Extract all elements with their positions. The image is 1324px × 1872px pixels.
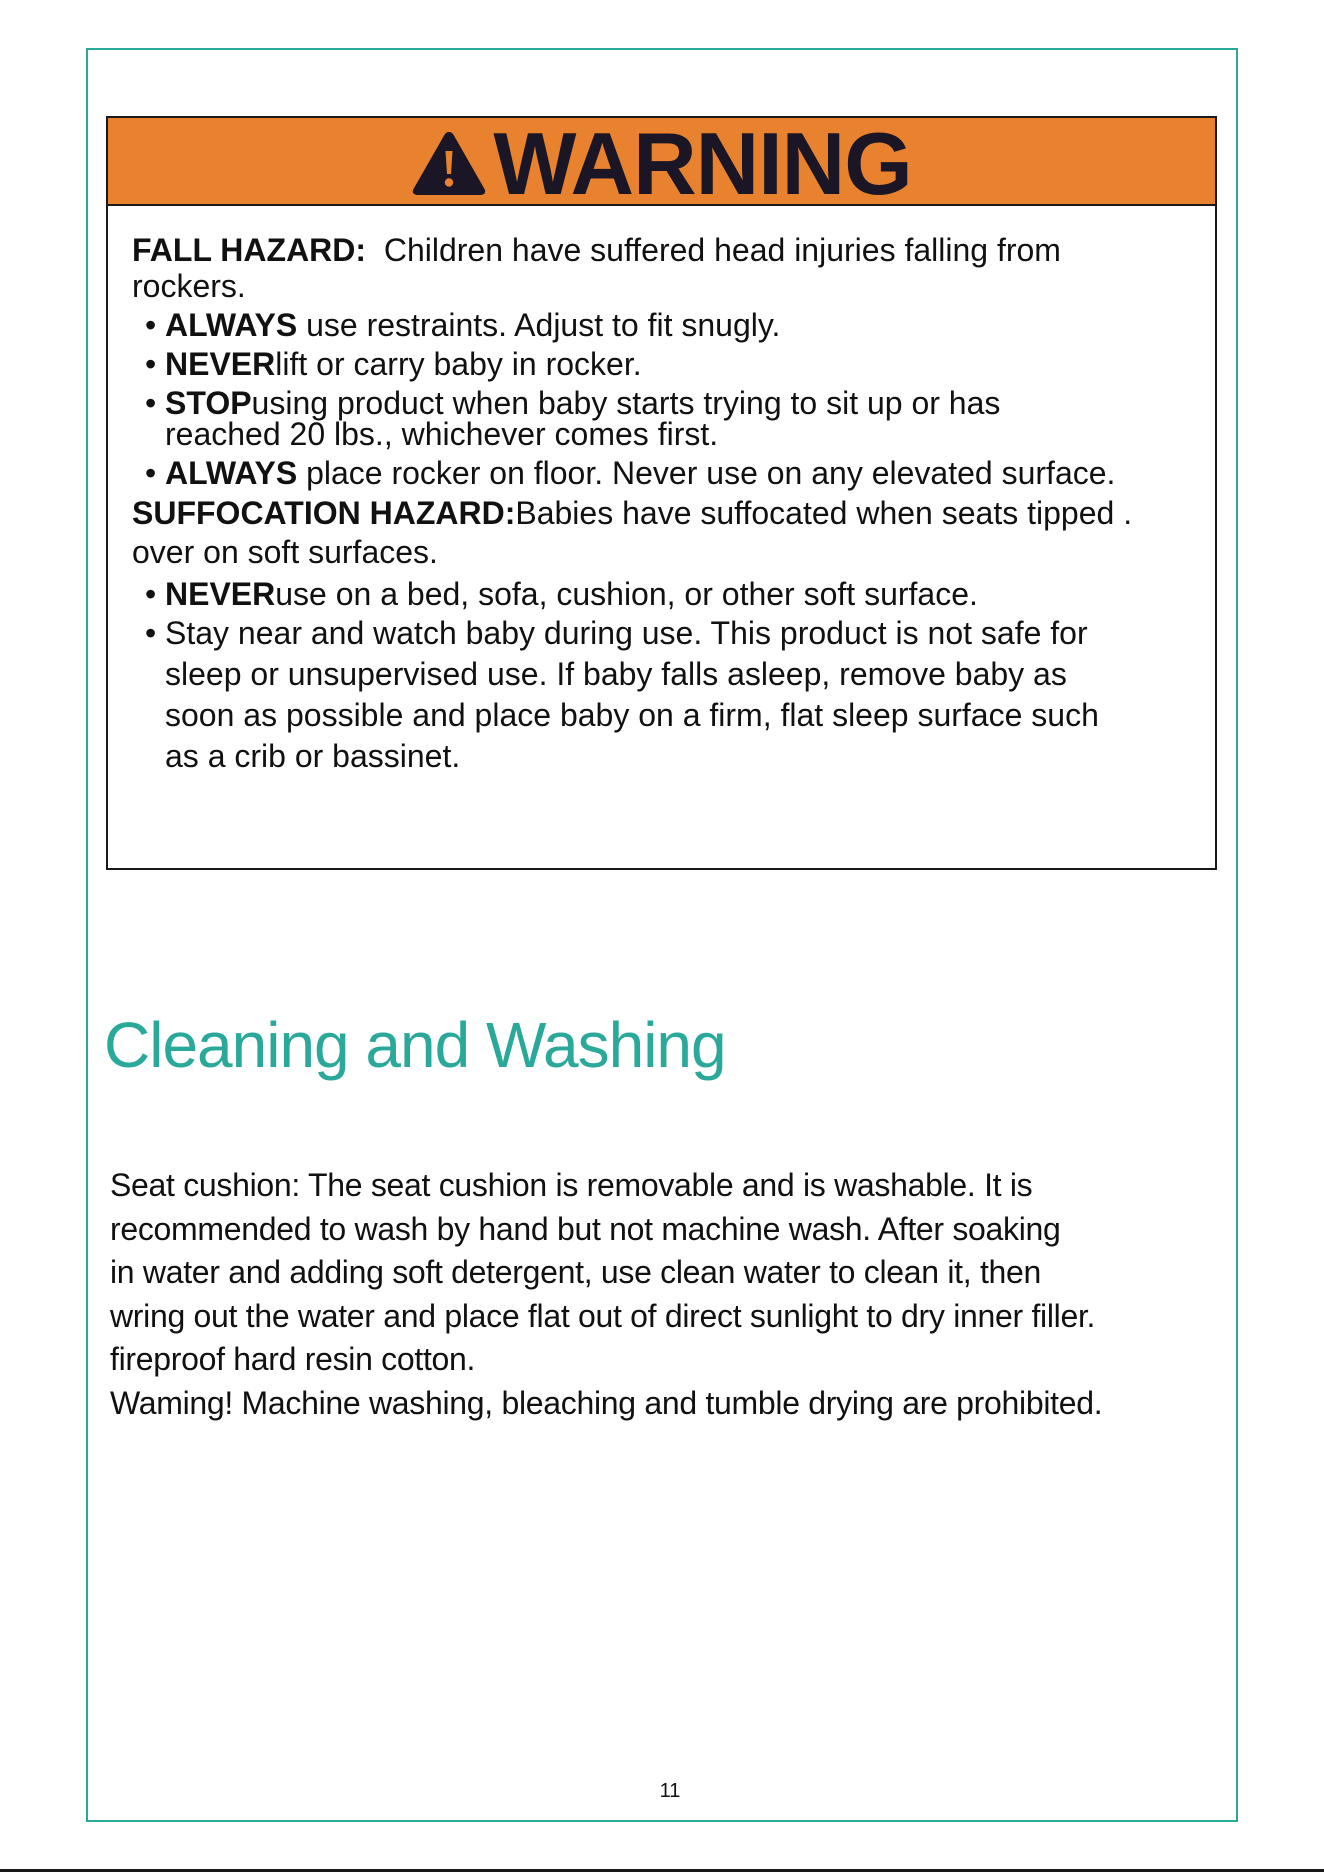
bullet-text-cont: as a crib or bassinet. [165,738,461,774]
bullet-text: using product when baby starts trying to sit up or has [251,385,1001,421]
cleaning-line: recommended to wash by hand but not machine wash. After soaking [110,1210,1061,1247]
bullet-text: use restraints. Adjust to fit snugly. [297,307,781,343]
fall-hazard-text: Children have suffered head injuries falling from [366,232,1061,268]
bullet-dot: • [145,385,157,421]
bullet-dot: • [145,307,157,343]
cleaning-line: Waming! Machine washing, bleaching and tumble drying are prohibited. [110,1384,1103,1421]
bullet-text: Stay near and watch baby during use. This product is not safe for [165,615,1088,651]
bullet-dot: • [145,615,157,651]
bullet-item [132,455,1222,491]
cleaning-line: Seat cushion: The seat cushion is removable and is washable. It is [110,1167,1033,1203]
bullet-item [132,385,1222,452]
page-number: 11 [659,1780,681,1802]
bullet-text-cont: soon as possible and place baby on a firm, flat sleep surface such [165,697,1099,733]
warning-header [108,114,1215,213]
bullet-lead: NEVER [165,576,276,612]
bullet-text: lift or carry baby in rocker. [275,346,642,382]
warning-title: WARNING [493,114,912,213]
suffocation-hazard-label: SUFFOCATION HAZARD: [132,495,516,531]
bullet-lead: STOP [165,385,252,421]
bullet-item [132,307,1222,343]
cleaning-line: fireproof hard resin cotton. [110,1341,476,1377]
suffocation-hazard-text: Babies have suffocated when seats tipped . [515,495,1133,531]
bullet-lead: ALWAYS [165,307,298,343]
fall-hazard-label: FALL HAZARD: [132,232,367,268]
warning-box [106,116,1217,870]
bullet-dot: • [145,346,157,382]
bullet-text: place rocker on floor. Never use on any elevated surface. [297,455,1116,491]
warning-triangle-icon [411,129,487,197]
bullet-item [132,346,1222,382]
cleaning-instructions [110,1164,1102,1425]
bullet-lead: NEVER [165,346,276,382]
bullet-dot: • [145,455,157,491]
bullet-item [132,576,1222,612]
bullet-text: use on a bed, sofa, cushion, or other soft surface. [275,576,978,612]
warning-body [132,232,1222,774]
cleaning-line: wring out the water and place flat out of direct sunlight to dry inner filler. [110,1297,1096,1334]
bullet-text-cont: reached 20 lbs., whichever comes first. [165,416,719,452]
bullet-dot: • [145,576,157,612]
cleaning-line: in water and adding soft detergent, use clean water to clean it, then [110,1254,1042,1290]
section-title: Cleaning and Washing [104,1009,726,1081]
bullet-lead: ALWAYS [165,455,298,491]
suffocation-hazard-paragraph [132,495,1222,570]
bullet-text-cont: sleep or unsupervised use. If baby falls asleep, remove baby as [165,656,1067,692]
suffocation-hazard-text-cont: over on soft surfaces. [132,534,438,570]
bullet-item [132,615,1222,774]
fall-hazard-text-cont: rockers. [132,268,246,304]
fall-hazard-paragraph [132,232,1222,304]
